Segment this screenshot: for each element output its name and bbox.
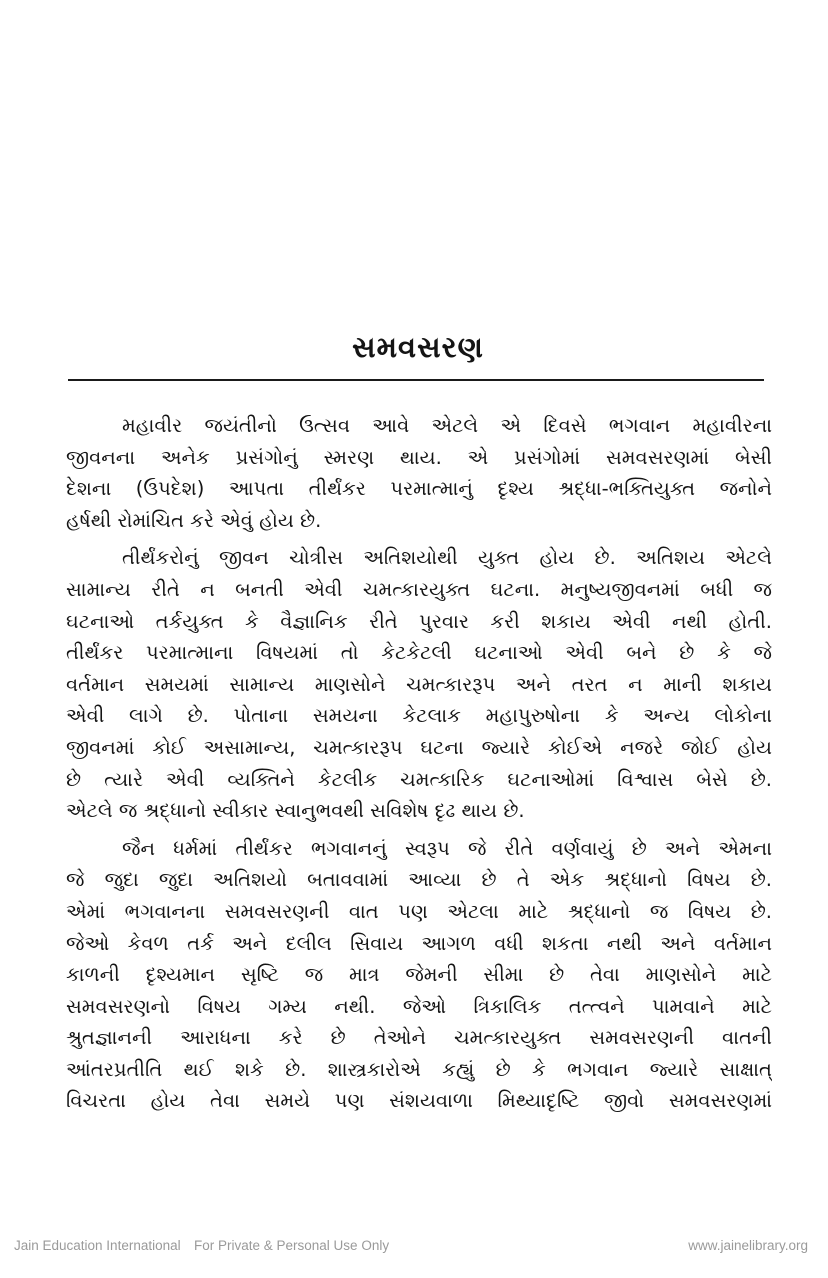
text-line: વર્તમાન સમયમાં સામાન્ય માણસોને ચમત્કારરૂપ અને તરત ન માની શકાય [66, 672, 772, 696]
text-line: શ્રુતજ્ઞાનની આરાધના કરે છે તેઓને ચમત્કારયુક્ત સમવસરણની વાતની [66, 1026, 772, 1050]
footer-website-link[interactable]: www.jainelibrary.org [688, 1238, 808, 1253]
paragraph-3 [66, 833, 772, 1117]
text-line: મહાવીર જયંતીનો ઉત્સવ આવે એટલે એ દિવસે ભગવાન મહાવીરના [122, 414, 772, 437]
title-rule-divider [68, 379, 764, 381]
paragraph-1 [66, 410, 772, 536]
text-line: એવી લાગે છે. પોતાના સમયના કેટલાક મહાપુરુષોના કે અન્ય લોકોના [66, 704, 772, 728]
text-line: સમવસરણનો વિષય ગમ્ય નથી. જેઓ ત્રિકાલિક તત્ત્વને પામવાને માટે [66, 994, 772, 1018]
paragraph-2 [66, 542, 772, 826]
text-line: આંતરપ્રતીતિ થઈ શકે છે. શાસ્ત્રકારોએ કહ્યું છે કે ભગવાન જ્યારે સાક્ષાત્ [66, 1057, 772, 1081]
text-line: કાળની દૃશ્યમાન સૃષ્ટિ જ માત્ર જેમની સીમા છે તેવા માણસોને માટે [66, 963, 772, 987]
text-line: હર્ષથી રોમાંચિત કરે એવું હોય છે. [66, 508, 322, 532]
text-line: એમાં ભગવાનના સમવસરણની વાત પણ એટલા માટે શ્રદ્ધાનો જ વિષય છે. [66, 899, 772, 923]
text-line: છે ત્યારે એવી વ્યક્તિને કેટલીક ચમત્કારિક ઘટનાઓમાં વિશ્વાસ બેસે છે. [66, 767, 772, 791]
text-line: સામાન્ય રીતે ન બનતી એવી ચમત્કારયુક્ત ઘટના. મનુષ્યજીવનમાં બધી જ [66, 577, 772, 601]
page-footer [0, 1238, 828, 1258]
text-line: ઘટનાઓ તર્કયુક્ત કે વૈજ્ઞાનિક રીતે પુરવાર કરી શકાય એવી નથી હોતી. [66, 609, 772, 633]
footer-publisher: Jain Education International [14, 1238, 181, 1253]
chapter-title: સમવસરણ [352, 330, 484, 364]
text-line: જે જુદા જુદા અતિશયો બતાવવામાં આવ્યા છે તે એક શ્રદ્ધાનો વિષય છે. [66, 868, 772, 892]
footer-usage-note: For Private & Personal Use Only [194, 1238, 390, 1253]
text-line: એટલે જ શ્રદ્ધાનો સ્વીકાર સ્વાનુભવથી સવિશેષ દૃઢ થાય છે. [66, 799, 525, 823]
text-line: જૈન ધર્મમાં તીર્થંકર ભગવાનનું સ્વરૂપ જે રીતે વર્ણવાયું છે અને એમના [122, 836, 772, 860]
text-line: તીર્થંકરોનું જીવન ચોત્રીસ અતિશયોથી યુક્ત હોય છે. અતિશય એટલે [122, 546, 772, 570]
text-line: તીર્થંકર પરમાત્માના વિષયમાં તો કેટકેટલી ઘટનાઓ એવી બને છે કે જે [66, 641, 772, 665]
text-line: જીવનમાં કોઈ અસામાન્ય, ચમત્કારરૂપ ઘટના જ્યારે કોઈએ નજરે જોઈ હોય [66, 735, 772, 759]
text-line: દેશના (ઉપદેશ) આપતા તીર્થંકર પરમાત્માનું દૃશ્ય શ્રદ્ધા-ભક્તિયુક્ત જનોને [66, 477, 772, 501]
text-line: વિચરતા હોય તેવા સમયે પણ સંશયવાળા મિથ્યાદૃષ્ટિ જીવો સમવસરણમાં [66, 1089, 772, 1113]
body-text [66, 410, 772, 1123]
text-line: જીવનના અનેક પ્રસંગોનું સ્મરણ થાય. એ પ્રસંગોમાં સમવસરણમાં બેસી [66, 445, 772, 469]
text-line: જેઓ કેવળ તર્ક અને દલીલ સિવાય આગળ વધી શકતા નથી અને વર્તમાન [66, 931, 772, 955]
